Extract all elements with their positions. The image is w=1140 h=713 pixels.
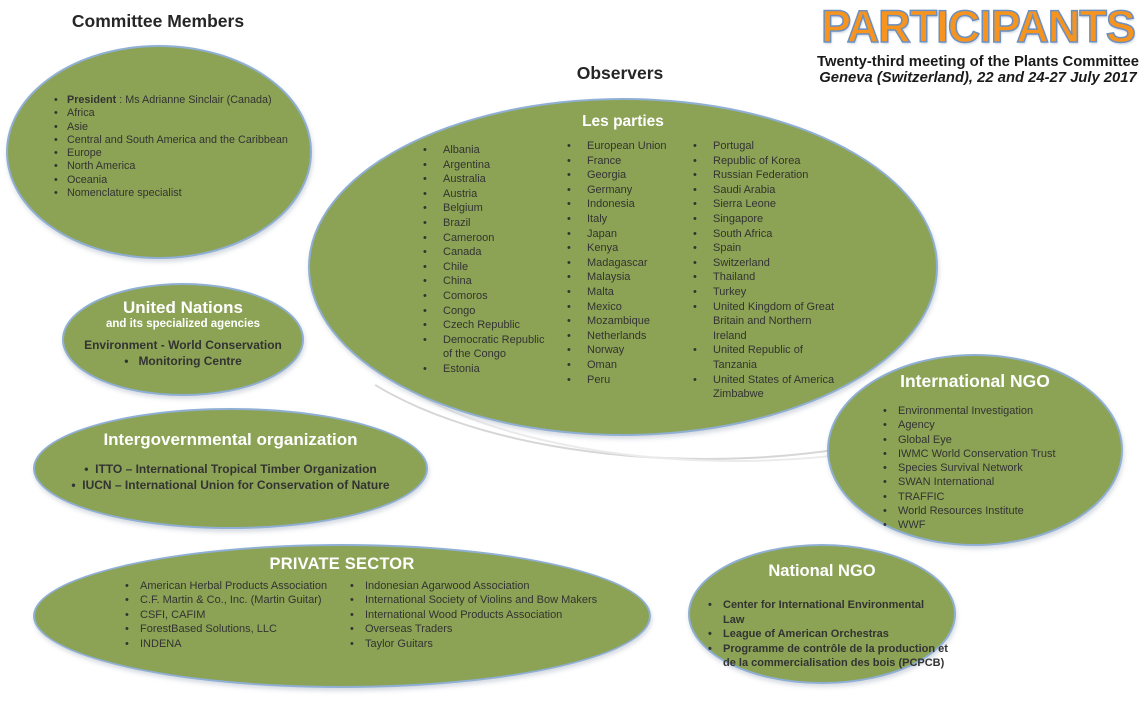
private-sector-column-1 [123, 579, 361, 651]
list-item: • Russian Federation [692, 168, 844, 183]
list-item: • Austria [422, 187, 554, 202]
list-item: • World Resources Institute [881, 504, 1113, 518]
list-item: • Global Eye [881, 433, 1113, 447]
list-item: • Environmental Investigation [881, 404, 1113, 418]
les-parties-label: Les parties [582, 113, 664, 130]
list-item: • Cameroon [422, 231, 554, 246]
private-sector-column-2 [348, 579, 638, 651]
meeting-subtitle: Twenty-third meeting of the Plants Committee [817, 54, 1139, 70]
observers-country-column-2 [566, 139, 698, 387]
united-nations-agency-line1: Environment - World Conservation [84, 338, 282, 352]
list-item: • United States of America [692, 373, 844, 388]
intergovernmental-title: Intergovernmental organization [103, 430, 358, 449]
list-item: • Asie [54, 121, 306, 134]
intergovernmental-list [35, 462, 426, 493]
committee-members-ellipse [6, 45, 312, 259]
list-item: • Czech Republic [422, 318, 554, 333]
list-item: • Peru [566, 373, 698, 388]
observers-title: Observers [576, 63, 664, 83]
list-item: • Italy [566, 212, 698, 227]
list-item: • Malaysia [566, 270, 698, 285]
intergovernmental-ellipse [33, 408, 428, 529]
list-item: • Indonesian Agarwood Association [348, 579, 638, 593]
list-item: • Mexico [566, 300, 698, 315]
list-item: • WWF [881, 518, 1113, 532]
list-item: • Argentina [422, 158, 554, 173]
national-ngo-title: National NGO [768, 562, 876, 580]
header-block [816, 2, 1140, 86]
committee-members-list [54, 94, 306, 200]
list-item: • Canada [422, 245, 554, 260]
list-item: • Comoros [422, 289, 554, 304]
meeting-location-date: Geneva (Switzerland), 22 and 24-27 July 2017 [819, 70, 1137, 86]
list-item: • China [422, 274, 554, 289]
list-item: • Oman [566, 358, 698, 373]
list-item: • Nomenclature specialist [54, 187, 306, 200]
list-item: • Brazil [422, 216, 554, 231]
page-title: PARTICIPANTS [821, 1, 1135, 52]
united-nations-title: United Nations [123, 298, 243, 317]
list-item: • Estonia [422, 362, 554, 377]
list-item: • United Kingdom of Great Britain and Northern Ireland [692, 300, 844, 344]
list-item: • International Society of Violins and Bow Makers [348, 593, 638, 607]
list-item: • Norway [566, 343, 698, 358]
list-item: • Taylor Guitars [348, 637, 638, 651]
list-item: • IWMC World Conservation Trust [881, 447, 1113, 461]
list-item: • Belgium [422, 201, 554, 216]
list-item: • Japan [566, 227, 698, 242]
list-item: • Madagascar [566, 256, 698, 271]
list-item: • Netherlands [566, 329, 698, 344]
national-ngo-ellipse [688, 544, 956, 684]
list-item: • CSFI, CAFIM [123, 608, 361, 622]
list-item: • ITTO – International Tropical Timber Organization [35, 462, 426, 478]
list-item: • Republic of Korea [692, 154, 844, 169]
list-item: • Switzerland [692, 256, 844, 271]
list-item: • Mozambique [566, 314, 698, 329]
list-item: • Germany [566, 183, 698, 198]
list-item: • INDENA [123, 637, 361, 651]
list-item: • TRAFFIC [881, 490, 1113, 504]
list-item: • League of American Orchestras [706, 627, 948, 642]
list-item: • Portugal [692, 139, 844, 154]
list-item: • IUCN – International Union for Conservation of Nature [35, 478, 426, 494]
private-sector-title: PRIVATE SECTOR [269, 555, 415, 573]
list-item: • Europe [54, 147, 306, 160]
list-item: Zimbabwe [713, 388, 764, 401]
list-item: • European Union [566, 139, 698, 154]
list-item: • Oceania [54, 174, 306, 187]
list-item: • ForestBased Solutions, LLC [123, 622, 361, 636]
list-item: • Overseas Traders [348, 622, 638, 636]
list-item: • Africa [54, 107, 306, 120]
list-item: • Species Survival Network [881, 461, 1113, 475]
list-item: • Center for International Environmental Law [706, 598, 948, 627]
list-item: • SWAN International [881, 475, 1113, 489]
list-item: • International Wood Products Association [348, 608, 638, 622]
observers-country-column-1 [422, 143, 554, 377]
list-item: • Thailand [692, 270, 844, 285]
international-ngo-list [881, 404, 1113, 533]
list-item: • Chile [422, 260, 554, 275]
list-item: • Spain [692, 241, 844, 256]
list-item: • South Africa [692, 227, 844, 242]
list-item: • Albania [422, 143, 554, 158]
list-item: • Singapore [692, 212, 844, 227]
list-item: • France [566, 154, 698, 169]
observers-country-column-3 [692, 139, 844, 402]
list-item: • Programme de contrôle de la production et de la commercialisation des bois (PCPCB) [706, 642, 948, 671]
list-item: • C.F. Martin & Co., Inc. (Martin Guitar) [123, 593, 361, 607]
list-item: • Georgia [566, 168, 698, 183]
list-item: • Sierra Leone [692, 197, 844, 212]
list-item: • United Republic of Tanzania [692, 343, 844, 372]
united-nations-agency-line2: • Monitoring Centre [64, 354, 302, 368]
list-item: • Saudi Arabia [692, 183, 844, 198]
united-nations-ellipse [62, 283, 304, 396]
list-item: • North America [54, 160, 306, 173]
list-item: • Congo [422, 304, 554, 319]
committee-members-title: Committee Members [71, 11, 245, 31]
list-item: • Australia [422, 172, 554, 187]
list-item: • Indonesia [566, 197, 698, 212]
list-item: • Turkey [692, 285, 844, 300]
list-item: • Kenya [566, 241, 698, 256]
private-sector-ellipse [33, 544, 651, 688]
international-ngo-title: International NGO [900, 371, 1050, 391]
list-item: • Malta [566, 285, 698, 300]
list-item: • Central and South America and the Caribbean [54, 134, 306, 147]
national-ngo-list [706, 598, 948, 671]
united-nations-subtitle: and its specialized agencies [105, 318, 261, 330]
international-ngo-ellipse [827, 354, 1123, 546]
list-item: • Agency [881, 418, 1113, 432]
list-item: • American Herbal Products Association [123, 579, 361, 593]
list-item: • Democratic Republic of the Congo [422, 333, 554, 362]
list-item: • President : Ms Adrianne Sinclair (Canada) [54, 94, 306, 107]
